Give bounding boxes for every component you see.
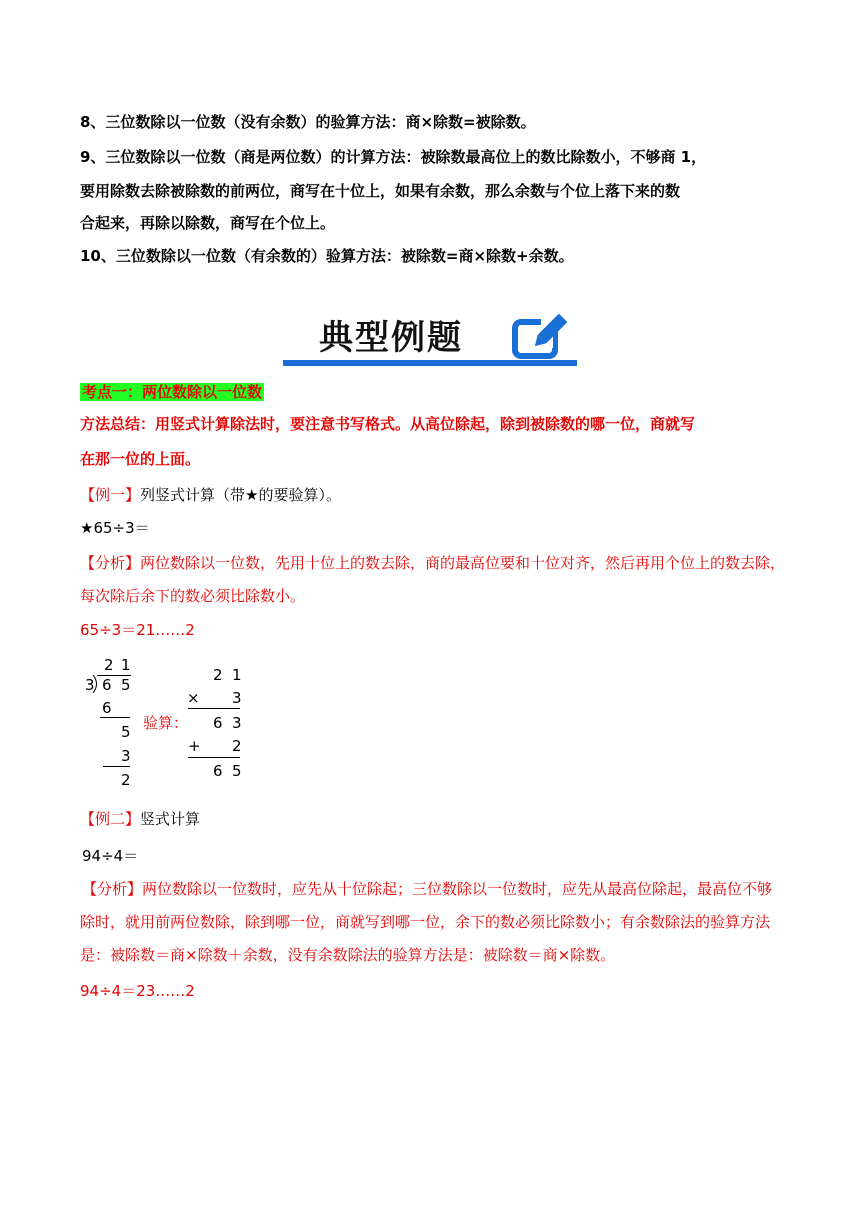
dividend-tens: 6: [102, 676, 112, 694]
step2-line: [103, 766, 130, 767]
example1-problem: ★65÷3＝: [80, 519, 150, 537]
verify-line2: [188, 757, 240, 758]
example1-prompt-text: 列竖式计算（带★的要验算）。: [140, 486, 341, 504]
example1-analysis-tag: 【分析】: [80, 554, 141, 572]
banner-underline: [283, 360, 577, 366]
rule-10: 10、三位数除以一位数（有余数的）验算方法：被除数=商×除数+余数。: [80, 247, 574, 265]
remainder: 2: [121, 771, 131, 789]
verify-times-sign: ×: [187, 689, 200, 707]
example2-prompt: [80, 808, 200, 830]
section-heading: [80, 381, 264, 403]
step1-line: [100, 717, 130, 718]
banner-title: 典型例题: [319, 318, 463, 358]
example2-analysis-line1: [82, 878, 772, 900]
typical-examples-banner: [283, 306, 577, 368]
example2-analysis-tag: 【分析】: [82, 880, 143, 898]
step-bring-down-5: 5: [121, 723, 131, 741]
example2-analysis-text: 两位数除以一位数时，应先从十位除起；三位数除以一位数时，应先从最高位除起，最高位不够: [142, 880, 773, 898]
verify-multiplier: 3: [232, 689, 242, 707]
verify-21-tens: 2: [213, 666, 223, 684]
example1-analysis-line1: [80, 552, 785, 574]
step-subtract-6: 6: [102, 699, 112, 717]
example2-analysis-line3: 是：被除数＝商×除数＋余数，没有余数除法的验算方法是：被除数＝商×除数。: [80, 946, 616, 964]
example2-answer: 94÷4＝23……2: [80, 982, 195, 1000]
example2-problem: 94÷4＝: [82, 847, 139, 865]
rule-9-line1: 9、三位数除以一位数（商是两位数）的计算方法：被除数最高位上的数比除数小，不够商 1，: [80, 148, 707, 166]
rule-9-line2: 要用除数去除被除数的前两位，商写在十位上，如果有余数，那么余数与个位上落下来的数: [80, 182, 681, 200]
step-subtract-3: 3: [121, 747, 131, 765]
verify-line1: [188, 708, 240, 709]
verify-plus-sign: +: [188, 737, 201, 755]
quotient-ones: 1: [121, 656, 131, 674]
verify-remainder: 2: [232, 737, 242, 755]
rule-8: 8、三位数除以一位数（没有余数）的验算方法：商×除数=被除数。: [80, 113, 536, 131]
example1-analysis-line2: 每次除后余下的数必须比除数小。: [80, 587, 306, 605]
example1-prompt: [80, 484, 341, 506]
example1-analysis-text: 两位数除以一位数，先用十位上的数去除，商的最高位要和十位对齐，然后再用个位上的数去除，: [140, 554, 786, 572]
verify-63-tens: 6: [213, 714, 223, 732]
check-label: 验算：: [143, 714, 189, 732]
method-summary-line1: 方法总结：用竖式计算除法时，要注意书写格式。从高位除起，除到被除数的哪一位，商就写: [80, 415, 696, 433]
dividend-ones: 5: [121, 676, 131, 694]
edit-pencil-icon: [511, 310, 569, 362]
verify-65-tens: 6: [213, 762, 223, 780]
section-heading-text: 考点一：两位数除以一位数: [82, 383, 263, 401]
verify-65-ones: 5: [232, 762, 242, 780]
example2-analysis-line2: 除时，就用前两位数除，除到哪一位，商就写到哪一位，余下的数必须比除数小；有余数除法的验算方法: [80, 913, 771, 931]
example2-prompt-text: 竖式计算: [140, 810, 201, 828]
divisor: 3: [85, 676, 95, 694]
example1-answer: 65÷3＝21……2: [80, 621, 195, 639]
verify-21-ones: 1: [232, 666, 242, 684]
verify-63-ones: 3: [232, 714, 242, 732]
example1-tag: 【例一】: [80, 486, 141, 504]
quotient-tens: 2: [104, 656, 114, 674]
rule-9-line3: 合起来，再除以除数，商写在个位上。: [80, 214, 336, 232]
method-summary-line2: 在那一位的上面。: [80, 450, 201, 468]
example2-tag: 【例二】: [80, 810, 141, 828]
